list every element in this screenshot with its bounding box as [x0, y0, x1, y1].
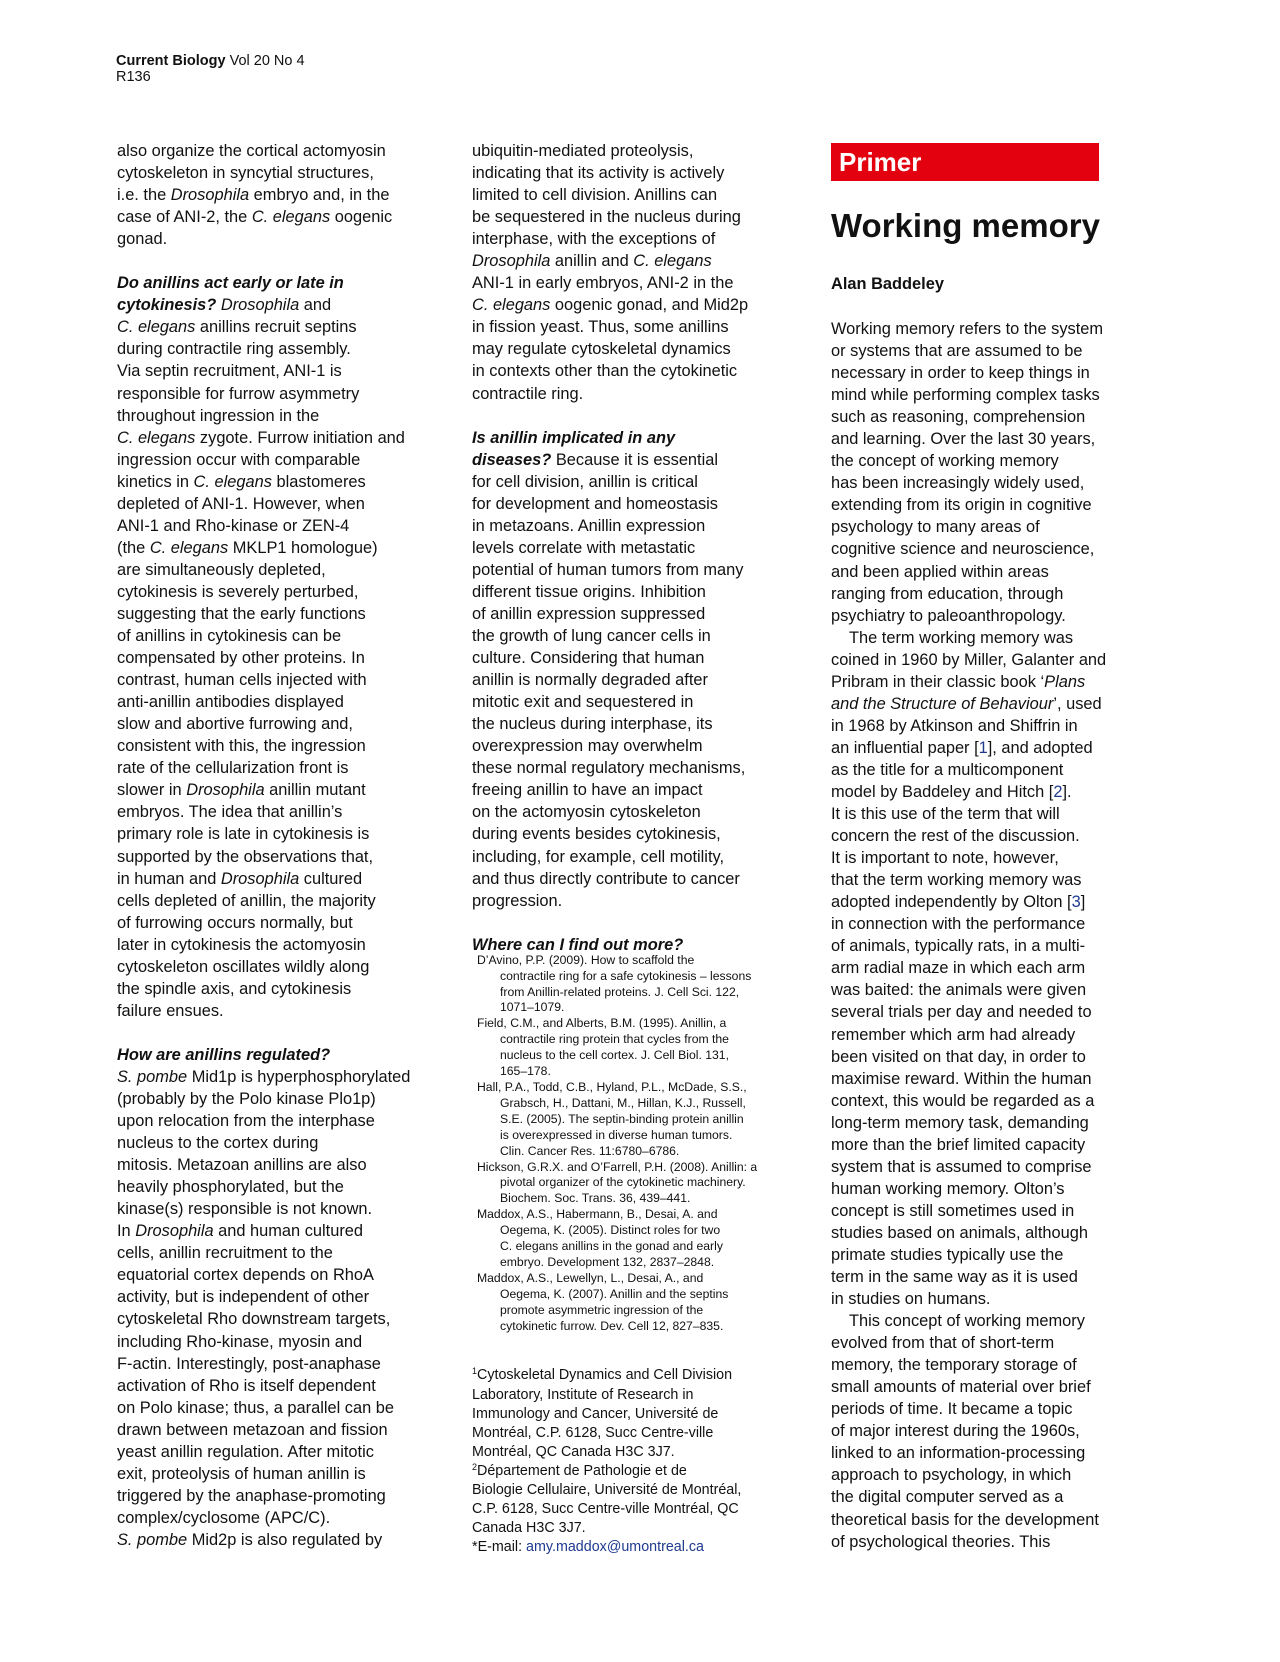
text-line: periods of time. It became a topic	[831, 1400, 1073, 1419]
text-line: an influential paper [1], and adopted	[831, 738, 1093, 757]
primer-body-text	[831, 318, 1161, 1553]
email-line: *E-mail: amy.maddox@umontreal.ca	[472, 1539, 704, 1556]
text-line: including, for example, cell motility,	[472, 847, 725, 866]
text-line: anillin is normally degraded after	[472, 671, 708, 690]
email-link[interactable]: amy.maddox@umontreal.ca	[526, 1539, 704, 1556]
text-line: interphase, with the exceptions of	[472, 230, 716, 249]
text-line: In Drosophila and human cultured	[117, 1222, 364, 1241]
text-line: kinase(s) responsible is not known.	[117, 1200, 373, 1219]
text-line: the digital computer served as a	[831, 1488, 1064, 1507]
text-line: cells depleted of anillin, the majority	[117, 891, 376, 910]
text-line: also organize the cortical actomyosin	[117, 142, 386, 160]
text-line: on Polo kinase; thus, a parallel can be	[117, 1398, 395, 1417]
affiliation-line: C.P. 6128, Succ Centre-ville Montréal, QC	[472, 1501, 739, 1518]
text-line: and been applied within areas	[831, 562, 1049, 581]
text-line: necessary in order to keep things in	[831, 364, 1090, 383]
text-line: Pribram in their classic book ‘Plans	[831, 672, 1086, 691]
section-body	[472, 471, 802, 912]
text-line: small amounts of material over brief	[831, 1378, 1091, 1397]
text-line: kinetics in C. elegans blastomeres	[117, 472, 366, 491]
reference-list	[472, 953, 802, 1335]
text-line: system that is assumed to comprise	[831, 1157, 1092, 1176]
text-line: anti-anillin antibodies displayed	[117, 693, 344, 712]
text-line: of anillins in cytokinesis can be	[117, 627, 342, 646]
text-line: of major interest during the 1960s,	[831, 1422, 1080, 1441]
affiliation-line: Montréal, C.P. 6128, Succ Centre-ville	[472, 1424, 714, 1441]
reference-item: Maddox, A.S., Habermann, B., Desai, A. and Oegema, K. (2005). Distinct roles for two C. elegans anillins in the gonad and early embryo. Development 132, 2837–2848.	[477, 1207, 723, 1269]
text-line: embryos. The idea that anillin’s	[117, 803, 343, 822]
text-line: concern the rest of the discussion.	[831, 827, 1080, 846]
text-line: yeast anillin regulation. After mitotic	[117, 1442, 374, 1461]
text-line: ingression occur with comparable	[117, 450, 361, 469]
text-line: the spindle axis, and cytokinesis	[117, 979, 352, 998]
text-line: term in the same way as it is used	[831, 1268, 1078, 1287]
text-line: levels correlate with metastatic	[472, 538, 696, 557]
reference-item: D’Avino, P.P. (2009). How to scaffold the contractile ring for a safe cytokinesis – lessons from Anillin-related proteins. J. Cell Sci. 122, 1071–1079.	[477, 952, 752, 1015]
text-line: supported by the observations that,	[117, 847, 374, 866]
affiliation-1	[472, 1366, 802, 1461]
text-line: for development and homeostasis	[472, 494, 719, 513]
text-line: evolved from that of short-term	[831, 1334, 1055, 1353]
text-line: primary role is late in cytokinesis is	[117, 825, 370, 844]
text-line: primate studies typically use the	[831, 1245, 1064, 1264]
col2-intro-paragraph	[472, 140, 802, 405]
text-line: The term working memory was	[849, 628, 1074, 647]
affiliation-line: $^1$Cytoskeletal Dynamics and Cell Division	[472, 1366, 733, 1384]
text-line: cognitive science and neuroscience,	[831, 540, 1095, 559]
reference-item: Hickson, G.R.X. and O’Farrell, P.H. (2008). Anillin: a pivotal organizer of the cytokinetic machinery. Biochem. Soc. Trans. 36, 439–441.	[477, 1159, 758, 1206]
column-3-body	[831, 318, 1161, 1553]
affiliation-line: Immunology and Cancer, Université de	[472, 1405, 719, 1422]
text-line: failure ensues.	[117, 1001, 224, 1020]
section-heading: Do anillins act early or late in	[117, 274, 344, 293]
text-line: complex/cyclosome (APC/C).	[117, 1508, 331, 1527]
text-line: including Rho-kinase, myosin and	[117, 1332, 363, 1351]
text-line: during contractile ring assembly.	[117, 340, 351, 359]
section-heading: How are anillins regulated?	[117, 1045, 331, 1064]
section-early-or-late: Do anillins act early or late in cytokinesis? Drosophila and C. elegans anillins recruit septins during contractile ring assembly. Via septin recruitment, ANI-1 is responsible for furrow asymmetry throughout ingression in the C. elegans zygote. Furrow initiation and ingression occur with comparable kinetics in C. elegans blastomeres depleted of ANI-1. However, when ANI-1 and Rho-kinase or ZEN-4 (the C. elegans MKLP1 homologue) are simultaneously depleted, cytokinesis is severely perturbed, suggesting that the early functions of anillins in cytokinesis can be compensated by other proteins. In contrast, human cells injected with anti-anillin antibodies displayed slow and abortive furrowing and, consistent with this, the ingression rate of the cellularization front is slower in Drosophila anillin mutant embryos. The idea that anillin’s primary role is late in cytokinesis is supported by the observations that, in human and Drosophila cultured cells depleted of anillin, the majority of furrowing occurs normally, but later in cytokinesis the actomyosin cytoskeleton oscillates wildly along the spindle axis, and cytokinesis failure ensues.	[117, 272, 447, 1022]
text-line: in human and Drosophila cultured	[117, 869, 363, 888]
section-diseases: Is anillin implicated in any diseases? Because it is essential for cell division, anillin is critical for development and homeostasis in metazoans. Anillin expression levels correlate with metastatic potential of human tumors from many different tissue origins. Inhibition of anillin expression suppressed the growth of lung cancer cells in culture. Considering that human anillin is normally degraded after mitotic exit and sequestered in the nucleus during interphase, its overexpression may overwhelm these normal regulatory mechanisms, freeing anillin to have an impact on the actomyosin cytoskeleton during events besides cytokinesis, including, for example, cell motility, and thus directly contribute to cancer progression.	[472, 427, 802, 912]
text-line: (probably by the Polo kinase Plo1p)	[117, 1090, 376, 1109]
text-line: suggesting that the early functions	[117, 604, 366, 623]
text-line: (the C. elegans MKLP1 homologue)	[117, 538, 378, 557]
text-line: be sequestered in the nucleus during	[472, 208, 741, 227]
affiliations	[472, 1366, 802, 1557]
affiliation-line: Biologie Cellulaire, Université de Montréal,	[472, 1482, 742, 1499]
text-line: of animals, typically rats, in a multi-	[831, 937, 1086, 956]
text-line: case of ANI-2, the C. elegans oogenic	[117, 208, 393, 227]
text-line: F-actin. Interestingly, post-anaphase	[117, 1354, 381, 1373]
text-line: gonad.	[117, 230, 168, 249]
text-line: psychiatry to paleoanthropology.	[831, 606, 1066, 625]
text-line: cytoskeleton oscillates wildly along	[117, 957, 370, 976]
text-line: linked to an information-processing	[831, 1444, 1086, 1463]
affiliation-2	[472, 1462, 802, 1538]
text-line: and the Structure of Behaviour’, used	[831, 694, 1102, 713]
affiliation-line: Canada H3C 3J7.	[472, 1520, 586, 1537]
text-line: different tissue origins. Inhibition	[472, 582, 706, 601]
section-tag-primer: Primer	[831, 143, 1099, 181]
section-heading: Is anillin implicated in any	[472, 428, 676, 447]
text-line: triggered by the anaphase-promoting	[117, 1486, 386, 1505]
article-author: Alan Baddeley	[831, 275, 944, 293]
text-line: upon relocation from the interphase	[117, 1112, 375, 1131]
text-line: slow and abortive furrowing and,	[117, 715, 353, 734]
running-header	[116, 53, 305, 85]
text-line: psychology to many areas of	[831, 518, 1040, 537]
text-line: maximise reward. Within the human	[831, 1069, 1092, 1088]
text-line: studies based on animals, although	[831, 1223, 1088, 1242]
text-line: progression.	[472, 891, 563, 910]
text-line: indicating that its activity is actively	[472, 164, 725, 183]
text-line: mitotic exit and sequestered in	[472, 693, 694, 712]
text-line: ANI-1 and Rho-kinase or ZEN-4	[117, 516, 350, 535]
text-line: S. pombe Mid1p is hyperphosphorylated	[117, 1067, 411, 1086]
text-line: heavily phosphorylated, but the	[117, 1178, 344, 1197]
journal-volume: Vol 20 No 4	[229, 53, 305, 69]
text-line: was baited: the animals were given	[831, 981, 1087, 1000]
section-body	[117, 316, 447, 1022]
text-line: the nucleus during interphase, its	[472, 715, 713, 734]
text-line: been visited on that day, in order to	[831, 1047, 1086, 1066]
text-line: ANI-1 in early embryos, ANI-2 in the	[472, 274, 734, 293]
text-line: mitosis. Metazoan anillins are also	[117, 1156, 367, 1175]
text-line: later in cytokinesis the actomyosin	[117, 935, 366, 954]
text-line: model by Baddeley and Hitch [2].	[831, 782, 1072, 801]
section-heading-cont: cytokinesis?	[117, 296, 217, 315]
text-line: rate of the cellularization front is	[117, 759, 349, 778]
text-line: and thus directly contribute to cancer	[472, 869, 740, 888]
text-line: in connection with the performance	[831, 915, 1086, 934]
text-line: and learning. Over the last 30 years,	[831, 430, 1096, 449]
further-reading	[472, 934, 802, 1335]
text-line: ranging from education, through	[831, 584, 1064, 603]
text-line: contractile ring.	[472, 384, 584, 403]
text-line: on the actomyosin cytoskeleton	[472, 803, 701, 822]
text-line: Via septin recruitment, ANI-1 is	[117, 362, 342, 381]
text-line: during events besides cytokinesis,	[472, 825, 721, 844]
text-line: of furrowing occurs normally, but	[117, 913, 353, 932]
text-line: i.e. the Drosophila embryo and, in the	[117, 186, 390, 205]
citation-link[interactable]: 2	[1053, 782, 1063, 801]
text-line: nucleus to the cortex during	[117, 1134, 319, 1153]
text-line: responsible for furrow asymmetry	[117, 384, 360, 403]
text-line: theoretical basis for the development	[831, 1510, 1099, 1529]
text-line: more than the brief limited capacity	[831, 1135, 1086, 1154]
text-line: in studies on humans.	[831, 1290, 991, 1309]
text-line: several trials per day and needed to	[831, 1003, 1092, 1022]
text-line: It is this use of the term that will	[831, 805, 1060, 824]
text-line: exit, proteolysis of human anillin is	[117, 1464, 366, 1483]
text-line: limited to cell division. Anillins can	[472, 186, 718, 205]
text-line: approach to psychology, in which	[831, 1466, 1072, 1485]
text-line: in fission yeast. Thus, some anillins	[472, 318, 729, 337]
text-line: cytoskeletal Rho downstream targets,	[117, 1310, 391, 1329]
column-1	[117, 140, 447, 1551]
text-line: C. elegans zygote. Furrow initiation and	[117, 428, 405, 447]
text-line: culture. Considering that human	[472, 649, 705, 668]
text-line: activation of Rho is itself dependent	[117, 1376, 376, 1395]
text-line: consistent with this, the ingression	[117, 737, 366, 756]
text-line: for cell division, anillin is critical	[472, 472, 698, 491]
text-line: C. elegans oogenic gonad, and Mid2p	[472, 296, 749, 315]
text-line: remember which arm had already	[831, 1025, 1076, 1044]
text-line: activity, but is independent of other	[117, 1288, 370, 1307]
text-line: such as reasoning, comprehension	[831, 408, 1086, 427]
text-line: overexpression may overwhelm	[472, 737, 703, 756]
text-line: these normal regulatory mechanisms,	[472, 759, 746, 778]
text-line: Working memory refers to the system	[831, 320, 1104, 338]
page-number: R136	[116, 69, 151, 85]
text-line: Drosophila anillin and C. elegans	[472, 252, 712, 271]
text-line: coined in 1960 by Miller, Galanter and	[831, 650, 1107, 669]
text-line: the concept of working memory	[831, 452, 1059, 471]
column-2	[472, 140, 802, 1557]
text-line: mind while performing complex tasks	[831, 386, 1100, 405]
text-line: C. elegans anillins recruit septins	[117, 318, 357, 337]
text-line: depleted of ANI-1. However, when	[117, 494, 365, 513]
affiliation-line: Laboratory, Institute of Research in	[472, 1386, 694, 1403]
text-line: long-term memory task, demanding	[831, 1113, 1089, 1132]
text-line: in metazoans. Anillin expression	[472, 516, 706, 535]
col1-intro-paragraph	[117, 140, 447, 250]
text-line: human working memory. Olton’s	[831, 1179, 1065, 1198]
section-regulation	[117, 1044, 447, 1551]
article-title: Working memory	[831, 207, 1100, 244]
reference-item: Field, C.M., and Alberts, B.M. (1995). Anillin, a contractile ring protein that cycles from the nucleus to the cell cortex. J. Cell Biol. 131, 165–178.	[477, 1016, 729, 1079]
citation-link[interactable]: 1	[978, 738, 988, 757]
text-line: are simultaneously depleted,	[117, 560, 326, 579]
affiliation-line: Montréal, QC Canada H3C 3J7.	[472, 1443, 675, 1460]
text-line: that the term working memory was	[831, 871, 1082, 890]
text-line: cells, anillin recruitment to the	[117, 1244, 333, 1263]
section-heading-cont: diseases?	[472, 450, 552, 469]
text-line: contrast, human cells injected with	[117, 671, 367, 690]
text-line: throughout ingression in the	[117, 406, 320, 425]
text-line: equatorial cortex depends on RhoA	[117, 1266, 374, 1285]
text-line: extending from its origin in cognitive	[831, 496, 1092, 515]
text-line: as the title for a multicomponent	[831, 760, 1064, 779]
affiliation-line: $^2$Département de Pathologie et de	[472, 1461, 687, 1479]
text-line: S. pombe Mid2p is also regulated by	[117, 1530, 383, 1549]
text-line: drawn between metazoan and fission	[117, 1420, 388, 1439]
text-line: compensated by other proteins. In	[117, 649, 365, 668]
text-line: arm radial maze in which each arm	[831, 959, 1086, 978]
text-line: slower in Drosophila anillin mutant	[117, 781, 366, 800]
text-line: has been increasingly widely used,	[831, 474, 1085, 493]
text-line: cytokinesis is severely perturbed,	[117, 582, 359, 601]
text-line: in 1968 by Atkinson and Shiffrin in	[831, 716, 1078, 735]
text-line: cytoskeleton in syncytial structures,	[117, 164, 374, 183]
text-line: freeing anillin to have an impact	[472, 781, 703, 800]
text-line: may regulate cytoskeletal dynamics	[472, 340, 731, 359]
text-line: concept is still sometimes used in	[831, 1201, 1075, 1220]
text-line: of anillin expression suppressed	[472, 604, 706, 623]
further-reading-heading: Where can I find out more?	[472, 935, 684, 954]
text-line: the growth of lung cancer cells in	[472, 627, 711, 646]
text-line: memory, the temporary storage of	[831, 1356, 1077, 1375]
text-line: It is important to note, however,	[831, 849, 1059, 868]
journal-name: Current Biology	[116, 53, 226, 69]
text-line: potential of human tumors from many	[472, 560, 744, 579]
text-line: adopted independently by Olton [3]	[831, 893, 1086, 912]
text-line: This concept of working memory	[849, 1312, 1085, 1331]
text-line: ubiquitin-mediated proteolysis,	[472, 142, 694, 160]
citation-link[interactable]: 3	[1071, 893, 1081, 912]
section-body	[117, 1066, 447, 1551]
text-line: of psychological theories. This	[831, 1532, 1051, 1551]
text-line: context, this would be regarded as a	[831, 1091, 1095, 1110]
text-line: in contexts other than the cytokinetic	[472, 362, 738, 381]
text-line: or systems that are assumed to be	[831, 342, 1083, 361]
reference-item: Hall, P.A., Todd, C.B., Hyland, P.L., McDade, S.S., Grabsch, H., Dattani, M., Hillan, K.J., Russell, S.E. (2005). The septin-binding protein anillin is overexpressed in diverse human tumors. Clin. Cancer Res. 11:6780–6786.	[477, 1079, 747, 1158]
reference-item: Maddox, A.S., Lewellyn, L., Desai, A., and Oegema, K. (2007). Anillin and the septins promote asymmetric ingression of the cytokinetic furrow. Dev. Cell 12, 827–835.	[477, 1270, 729, 1333]
